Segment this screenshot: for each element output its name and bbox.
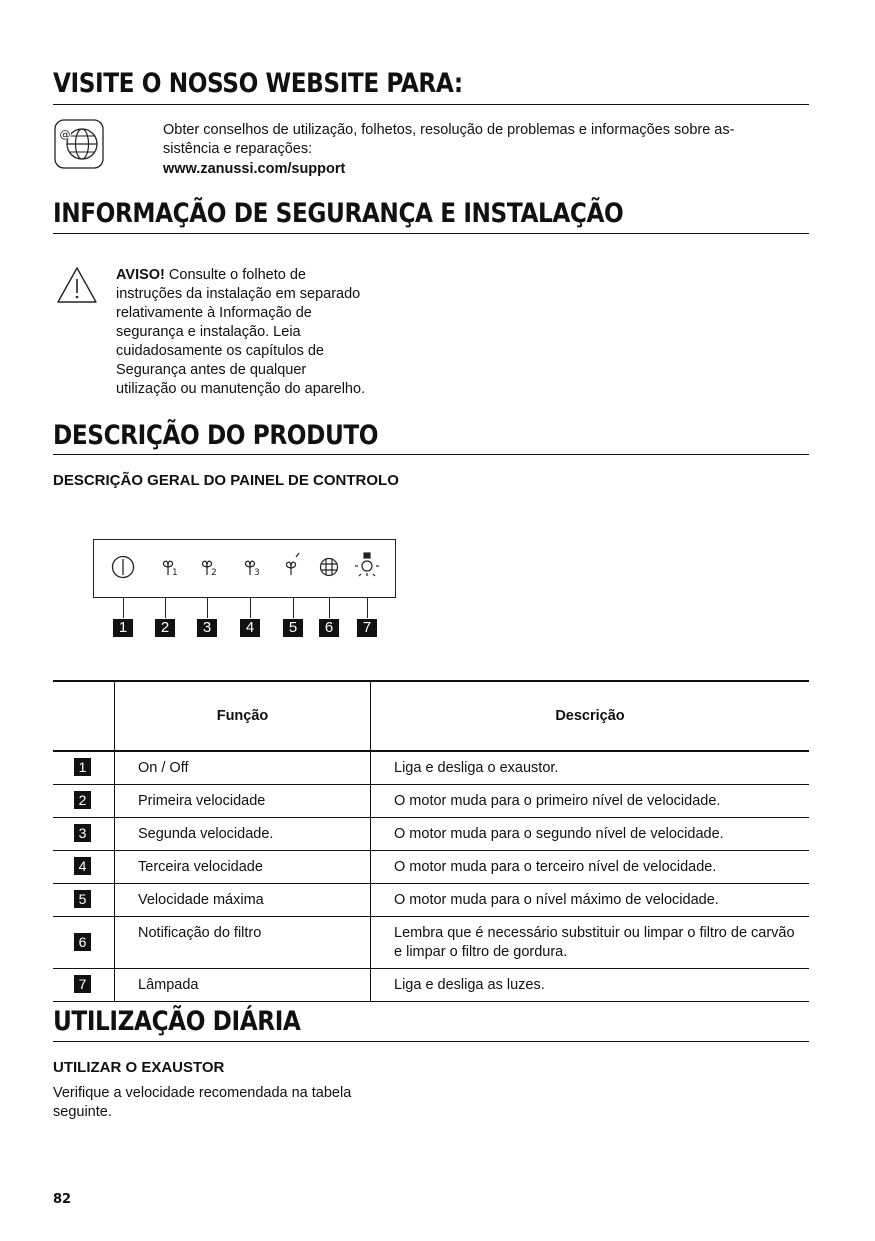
row-description: O motor muda para o nível máximo de velocidade. bbox=[371, 884, 810, 917]
callout-4: 4 bbox=[240, 619, 260, 637]
divider bbox=[53, 233, 809, 234]
fan-speed-1-icon[interactable] bbox=[164, 561, 178, 578]
row-description: O motor muda para o primeiro nível de velocidade. bbox=[371, 785, 810, 818]
callout-1: 1 bbox=[113, 619, 133, 637]
warning-icon bbox=[56, 266, 98, 304]
table-row bbox=[53, 969, 809, 1002]
callout-line bbox=[367, 598, 368, 618]
power-icon[interactable] bbox=[113, 557, 134, 578]
page-number: 82 bbox=[53, 1192, 72, 1207]
row-number: 5 bbox=[53, 884, 115, 917]
divider bbox=[53, 104, 809, 105]
callout-5: 5 bbox=[283, 619, 303, 637]
row-description: Lembra que é necessário substituir ou limpar o filtro de carvão e limpar o filtro de gordura. bbox=[371, 917, 810, 969]
fan-speed-2-icon[interactable] bbox=[203, 561, 217, 578]
table-row bbox=[53, 851, 809, 884]
row-function: Segunda velocidade. bbox=[115, 818, 371, 851]
callout-6: 6 bbox=[319, 619, 339, 637]
table-header-description: Descrição bbox=[371, 681, 810, 751]
row-number: 6 bbox=[53, 917, 115, 969]
function-table bbox=[53, 680, 809, 1002]
callout-line bbox=[165, 598, 166, 618]
table-row bbox=[53, 818, 809, 851]
visit-heading: VISITE O NOSSO WEBSITE PARA: bbox=[53, 68, 463, 99]
row-function: On / Off bbox=[115, 751, 371, 785]
table-row bbox=[53, 751, 809, 785]
support-link[interactable]: www.zanussi.com/support bbox=[163, 161, 346, 177]
table-header-index bbox=[53, 681, 115, 751]
table-row bbox=[53, 884, 809, 917]
row-number: 3 bbox=[53, 818, 115, 851]
table-header-row bbox=[53, 681, 809, 751]
warning-label: AVISO! bbox=[116, 267, 165, 283]
callout-line bbox=[207, 598, 208, 618]
svg-text:2: 2 bbox=[211, 568, 217, 578]
warning-text: AVISO! Consulte o folheto de instruções da instalação em separado relativamente à Informação de segurança e instalação. Leia cuidadosamente os capítulos de Segurança antes de qualquer utilização ou manutenção do aparelho. bbox=[116, 267, 366, 397]
row-number: 7 bbox=[53, 969, 115, 1002]
web-globe-icon bbox=[54, 119, 104, 169]
row-function: Velocidade máxima bbox=[115, 884, 371, 917]
filter-grid-icon[interactable] bbox=[321, 559, 338, 576]
row-function: Terceira velocidade bbox=[115, 851, 371, 884]
table-header-function: Função bbox=[115, 681, 371, 751]
row-function: Notificação do filtro bbox=[115, 917, 371, 969]
svg-text:3: 3 bbox=[254, 568, 260, 578]
svg-text:@: @ bbox=[59, 128, 71, 141]
callout-3: 3 bbox=[197, 619, 217, 637]
row-number: 1 bbox=[53, 751, 115, 785]
row-number: 2 bbox=[53, 785, 115, 818]
visit-text: Obter conselhos de utilização, folhetos, resolução de problemas e informações sobre as- sistência e reparações: bbox=[163, 122, 735, 157]
callout-2: 2 bbox=[155, 619, 175, 637]
row-description: O motor muda para o terceiro nível de velocidade. bbox=[371, 851, 810, 884]
row-description: O motor muda para o segundo nível de velocidade. bbox=[371, 818, 810, 851]
callout-line bbox=[329, 598, 330, 618]
fan-speed-3-icon[interactable] bbox=[246, 561, 260, 578]
safety-heading: INFORMAÇÃO DE SEGURANÇA E INSTALAÇÃO bbox=[53, 198, 624, 229]
svg-text:1: 1 bbox=[172, 568, 178, 578]
divider bbox=[53, 1041, 809, 1042]
daily-use-subtitle: UTILIZAR O EXAUSTOR bbox=[53, 1059, 225, 1076]
divider bbox=[53, 454, 809, 455]
row-description: Liga e desliga o exaustor. bbox=[371, 751, 810, 785]
control-panel-icons bbox=[93, 539, 396, 598]
fan-max-icon[interactable] bbox=[287, 553, 300, 575]
row-function: Lâmpada bbox=[115, 969, 371, 1002]
product-heading: DESCRIÇÃO DO PRODUTO bbox=[53, 420, 379, 451]
daily-use-text: Verifique a velocidade recomendada na tabela seguinte. bbox=[53, 1085, 352, 1120]
panel-subtitle: DESCRIÇÃO GERAL DO PAINEL DE CONTROLO bbox=[53, 472, 399, 489]
callout-line bbox=[250, 598, 251, 618]
table-row bbox=[53, 917, 809, 969]
daily-use-heading: UTILIZAÇÃO DIÁRIA bbox=[53, 1006, 301, 1037]
row-number: 4 bbox=[53, 851, 115, 884]
table-row bbox=[53, 785, 809, 818]
callout-7: 7 bbox=[357, 619, 377, 637]
row-description: Liga e desliga as luzes. bbox=[371, 969, 810, 1002]
callout-line bbox=[293, 598, 294, 618]
row-function: Primeira velocidade bbox=[115, 785, 371, 818]
lamp-icon[interactable] bbox=[355, 553, 379, 576]
callout-line bbox=[123, 598, 124, 618]
